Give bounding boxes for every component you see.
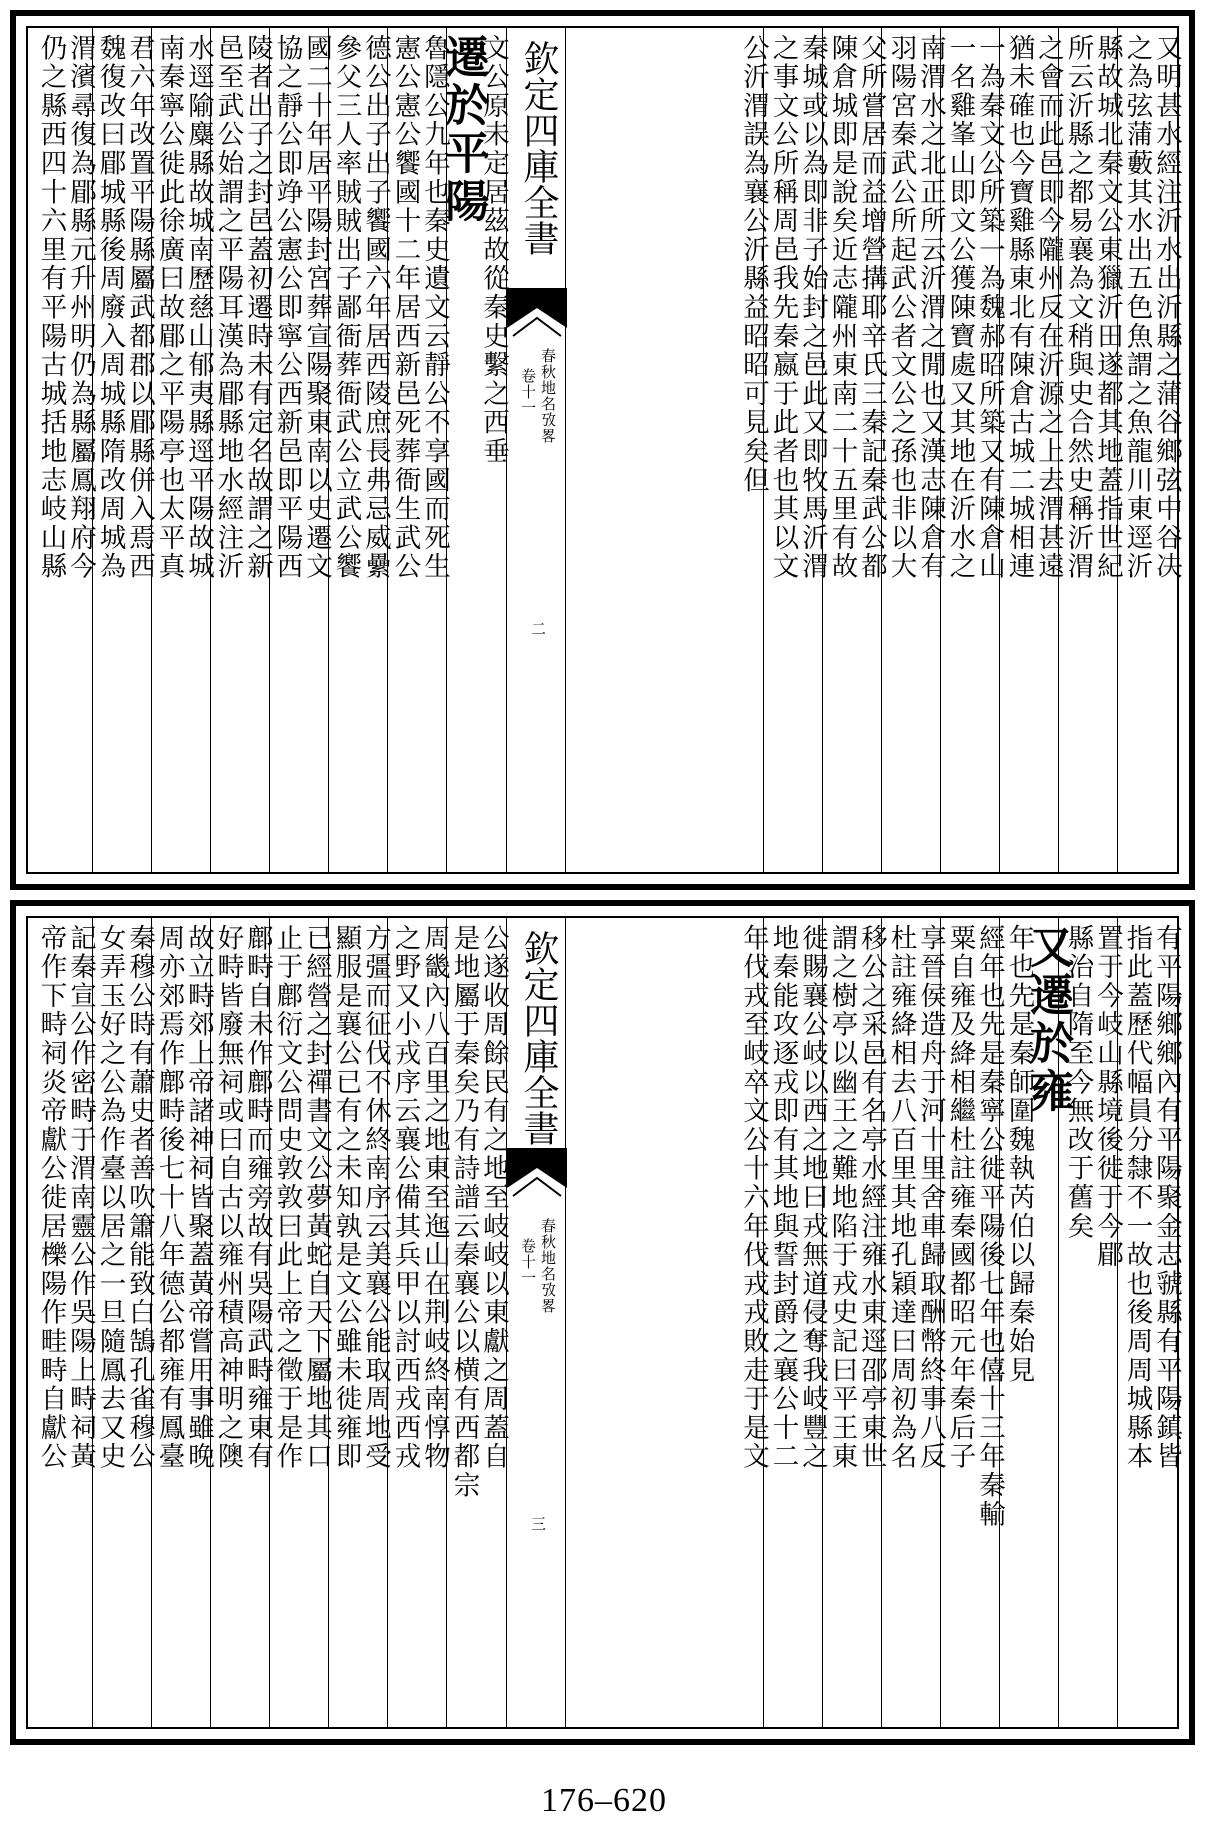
upper-page-frame xyxy=(26,26,1182,874)
text-line: 置于今岐山縣境後徙于今郿 xyxy=(1092,924,1123,1270)
text-line: 女弄玉好之公為作臺以居之一旦隨鳳去又史 xyxy=(94,924,126,1472)
lower-volume-label: 卷十一 xyxy=(519,1238,537,1286)
upper-volume-label: 卷十一 xyxy=(519,368,537,416)
text-line: 渭濱尋復為郿縣元升州明仍為縣屬鳳翔府今 xyxy=(65,34,96,582)
text-line: 君六年改置平陽縣屬武都郡以郿縣併入焉西 xyxy=(124,34,155,582)
text-line: 周亦郊焉作鄜畤後七十八年德公都雍有鳳臺 xyxy=(153,924,185,1472)
upper-fishtail-icon xyxy=(507,288,567,343)
text-line: 德公出子出子饗國六年居西陵庶長弗忌威纍 xyxy=(360,34,391,582)
lower-page-frame xyxy=(26,916,1182,1729)
text-line: 南渭水之北正所云沂渭之閒也又漢志陳倉有 xyxy=(915,34,946,582)
text-line: 陳倉城即是說矣近志隴州東南二十五里有故 xyxy=(826,34,858,582)
text-line: 一為秦文公所築一為魏郝昭所築又有陳倉山 xyxy=(974,34,1005,582)
lower-fishtail-icon xyxy=(507,1148,567,1203)
text-line: 所云沂縣之都易襄為文稍與史合然史稱沂渭 xyxy=(1062,34,1094,582)
text-line: 徙賜襄公岐以西之地曰戎無道侵奪我岐豐之 xyxy=(797,924,828,1472)
text-line: 縣治自隋至今無改于舊矣 xyxy=(1062,924,1094,1241)
text-line: 享晉侯造舟于河十里舍車歸取酬幣終事八反 xyxy=(915,924,946,1472)
text-line: 猶未確也今寶雞縣東北有陳倉古城二城相連 xyxy=(1003,34,1035,582)
text-line: 之事文公所稱周邑我先秦嬴于此者也其以文 xyxy=(767,34,799,582)
text-line: 鄜畤自未作鄜畤而雍旁故有吳陽武畤雍東有 xyxy=(242,924,273,1472)
text-line: 指此蓋歷代幅員分隸不一故也後周周城縣本 xyxy=(1121,924,1153,1472)
text-line: 秦穆公時有蕭史者善吹簫能致白鵠孔雀穆公 xyxy=(124,924,155,1472)
text-line: 顯服是襄公已有之未知孰是文公雖未徙雍即 xyxy=(330,924,362,1472)
text-line: 之會而此邑即今隴州反在沂源之上去渭甚遠 xyxy=(1033,34,1064,582)
lower-book-title: 欽定四庫全書 xyxy=(518,930,559,1146)
text-line: 年伐戎至岐卒文公十六年伐戎戎敗走于是文 xyxy=(738,924,769,1472)
text-line: 魯隱公九年也秦史遺文云靜公不享國而死生 xyxy=(419,34,450,582)
text-line: 有平陽鄉鄉內有平陽聚金志虢縣有平陽鎮皆 xyxy=(1151,924,1182,1472)
text-line: 魏復改曰郿城縣後周廢入周城縣隋改周城為 xyxy=(94,34,126,582)
text-line: 文公原未定居茲故從秦史繫之西垂 xyxy=(478,34,509,466)
text-line: 經年也先是秦寧公徙平陽後七年也僖十三年秦輸 xyxy=(974,924,1005,1529)
text-line: 移公之采邑有名亭水經注雍水東逕邵亭東世 xyxy=(856,924,887,1472)
upper-book-subtitle: 春秋地名攷畧 xyxy=(539,348,557,444)
text-line: 陵者出子之封邑蓋初遷時未有定名故謂之新 xyxy=(242,34,273,582)
text-line: 南秦寧公徙此徐廣曰故郿之平陽亭也太平真 xyxy=(153,34,185,582)
text-line: 方彊而征伐不休終南序云美襄公能取周地受 xyxy=(360,924,391,1472)
upper-page xyxy=(10,10,1195,890)
text-line: 故立畤郊上帝諸神祠皆聚蓋黃帝嘗用事雖晚 xyxy=(183,924,214,1472)
text-line: 仍之縣西四十六里有平陽古城括地志岐山縣 xyxy=(35,34,67,582)
text-line: 水逕隃麋縣故城南歷慈山郁夷縣逕平陽故城 xyxy=(183,34,214,582)
text-line: 公遂收周餘民有之地至岐岐以東獻之周蓋自 xyxy=(478,924,509,1472)
text-line: 年也先是秦師圍魏執芮伯以歸秦始見 xyxy=(1003,924,1035,1385)
upper-page-number: 二 xyxy=(531,620,547,638)
lower-center-column xyxy=(506,918,566,1727)
upper-center-column xyxy=(506,28,566,872)
upper-book-title: 欽定四庫全書 xyxy=(518,40,559,256)
text-line: 粟自雍及絳相繼杜註雍秦國都昭元年秦后子 xyxy=(944,924,976,1472)
text-line: 之野又小戎序云襄公備其兵甲以討西戎西戎 xyxy=(389,924,421,1472)
lower-page xyxy=(10,900,1195,1745)
text-line: 謂之樹亭以幽王之難地陷于戎史記曰平王東 xyxy=(826,924,858,1472)
section-heading: 又遷於雍 xyxy=(1022,924,1073,1116)
page-footer-number: 176–620 xyxy=(541,1782,667,1819)
text-line: 杜註雍絳相去八百里其地孔穎達曰周初為名 xyxy=(885,924,917,1472)
text-line: 止于鄜衍文公問史敦敦曰此上帝之徵于是作 xyxy=(271,924,303,1472)
text-line: 羽陽宮秦武公所起武公者文公之孫也非以大 xyxy=(885,34,917,582)
text-line: 協之靜公即竫公憲公即寧公西新邑即平陽西 xyxy=(271,34,303,582)
text-line: 一名雞峯山即文公獲陳寶處又其地在沂水之 xyxy=(944,34,976,582)
text-line: 國二十年居平陽封宮葬宣陽聚東南以史遷文 xyxy=(301,34,332,582)
text-line: 好畤皆廢無祠或曰自古以雍州積高神明之隩 xyxy=(212,924,244,1472)
lower-book-subtitle: 春秋地名攷畧 xyxy=(539,1218,557,1314)
text-line: 又明甚水經注沂水出沂縣之蒲谷鄉弦中谷决 xyxy=(1151,34,1182,582)
text-line: 地秦能攻逐戎即有其地與誓封爵之襄公十二 xyxy=(767,924,799,1472)
text-line: 已經營之封禪書文公夢黃蛇自天下屬地其口 xyxy=(301,924,332,1472)
text-line: 父所嘗居而益增營搆耶辛氏三秦記秦武公都 xyxy=(856,34,887,582)
text-line: 之為弦蒲藪其水出五色魚謂之魚龍川東逕沂 xyxy=(1121,34,1153,582)
text-line: 憲公憲公饗國十二年居西新邑死葬衙生武公 xyxy=(389,34,421,582)
text-line: 公沂渭誤為襄公沂縣益昭昭可見矣但 xyxy=(738,34,769,495)
text-line: 秦城或以為即非子始封之邑此又即牧馬沂渭 xyxy=(797,34,828,582)
text-line: 記秦宣公作密畤于渭南靈公作吳陽上畤祠黃 xyxy=(65,924,96,1472)
text-line: 周畿內八百里之地東至迤山在荆岐終南惇物 xyxy=(419,924,450,1472)
text-line: 縣故城北秦文公東獵沂田遂都其地蓋指世紀 xyxy=(1092,34,1123,582)
lower-page-number: 三 xyxy=(531,1515,547,1533)
text-line: 帝作下畤祠炎帝獻公徙居櫟陽作畦畤自獻公 xyxy=(35,924,67,1472)
text-line: 參父三人率賊賊出子鄙衙葬衙武公立武公饗 xyxy=(330,34,362,582)
text-line: 是地屬于秦矣乃有詩譜云秦襄公以横有西都宗 xyxy=(448,924,480,1500)
text-line: 邑至武公始謂之平陽耳漢為郿縣地水經注沂 xyxy=(212,34,244,582)
section-heading: 遷於平陽 xyxy=(437,34,489,226)
